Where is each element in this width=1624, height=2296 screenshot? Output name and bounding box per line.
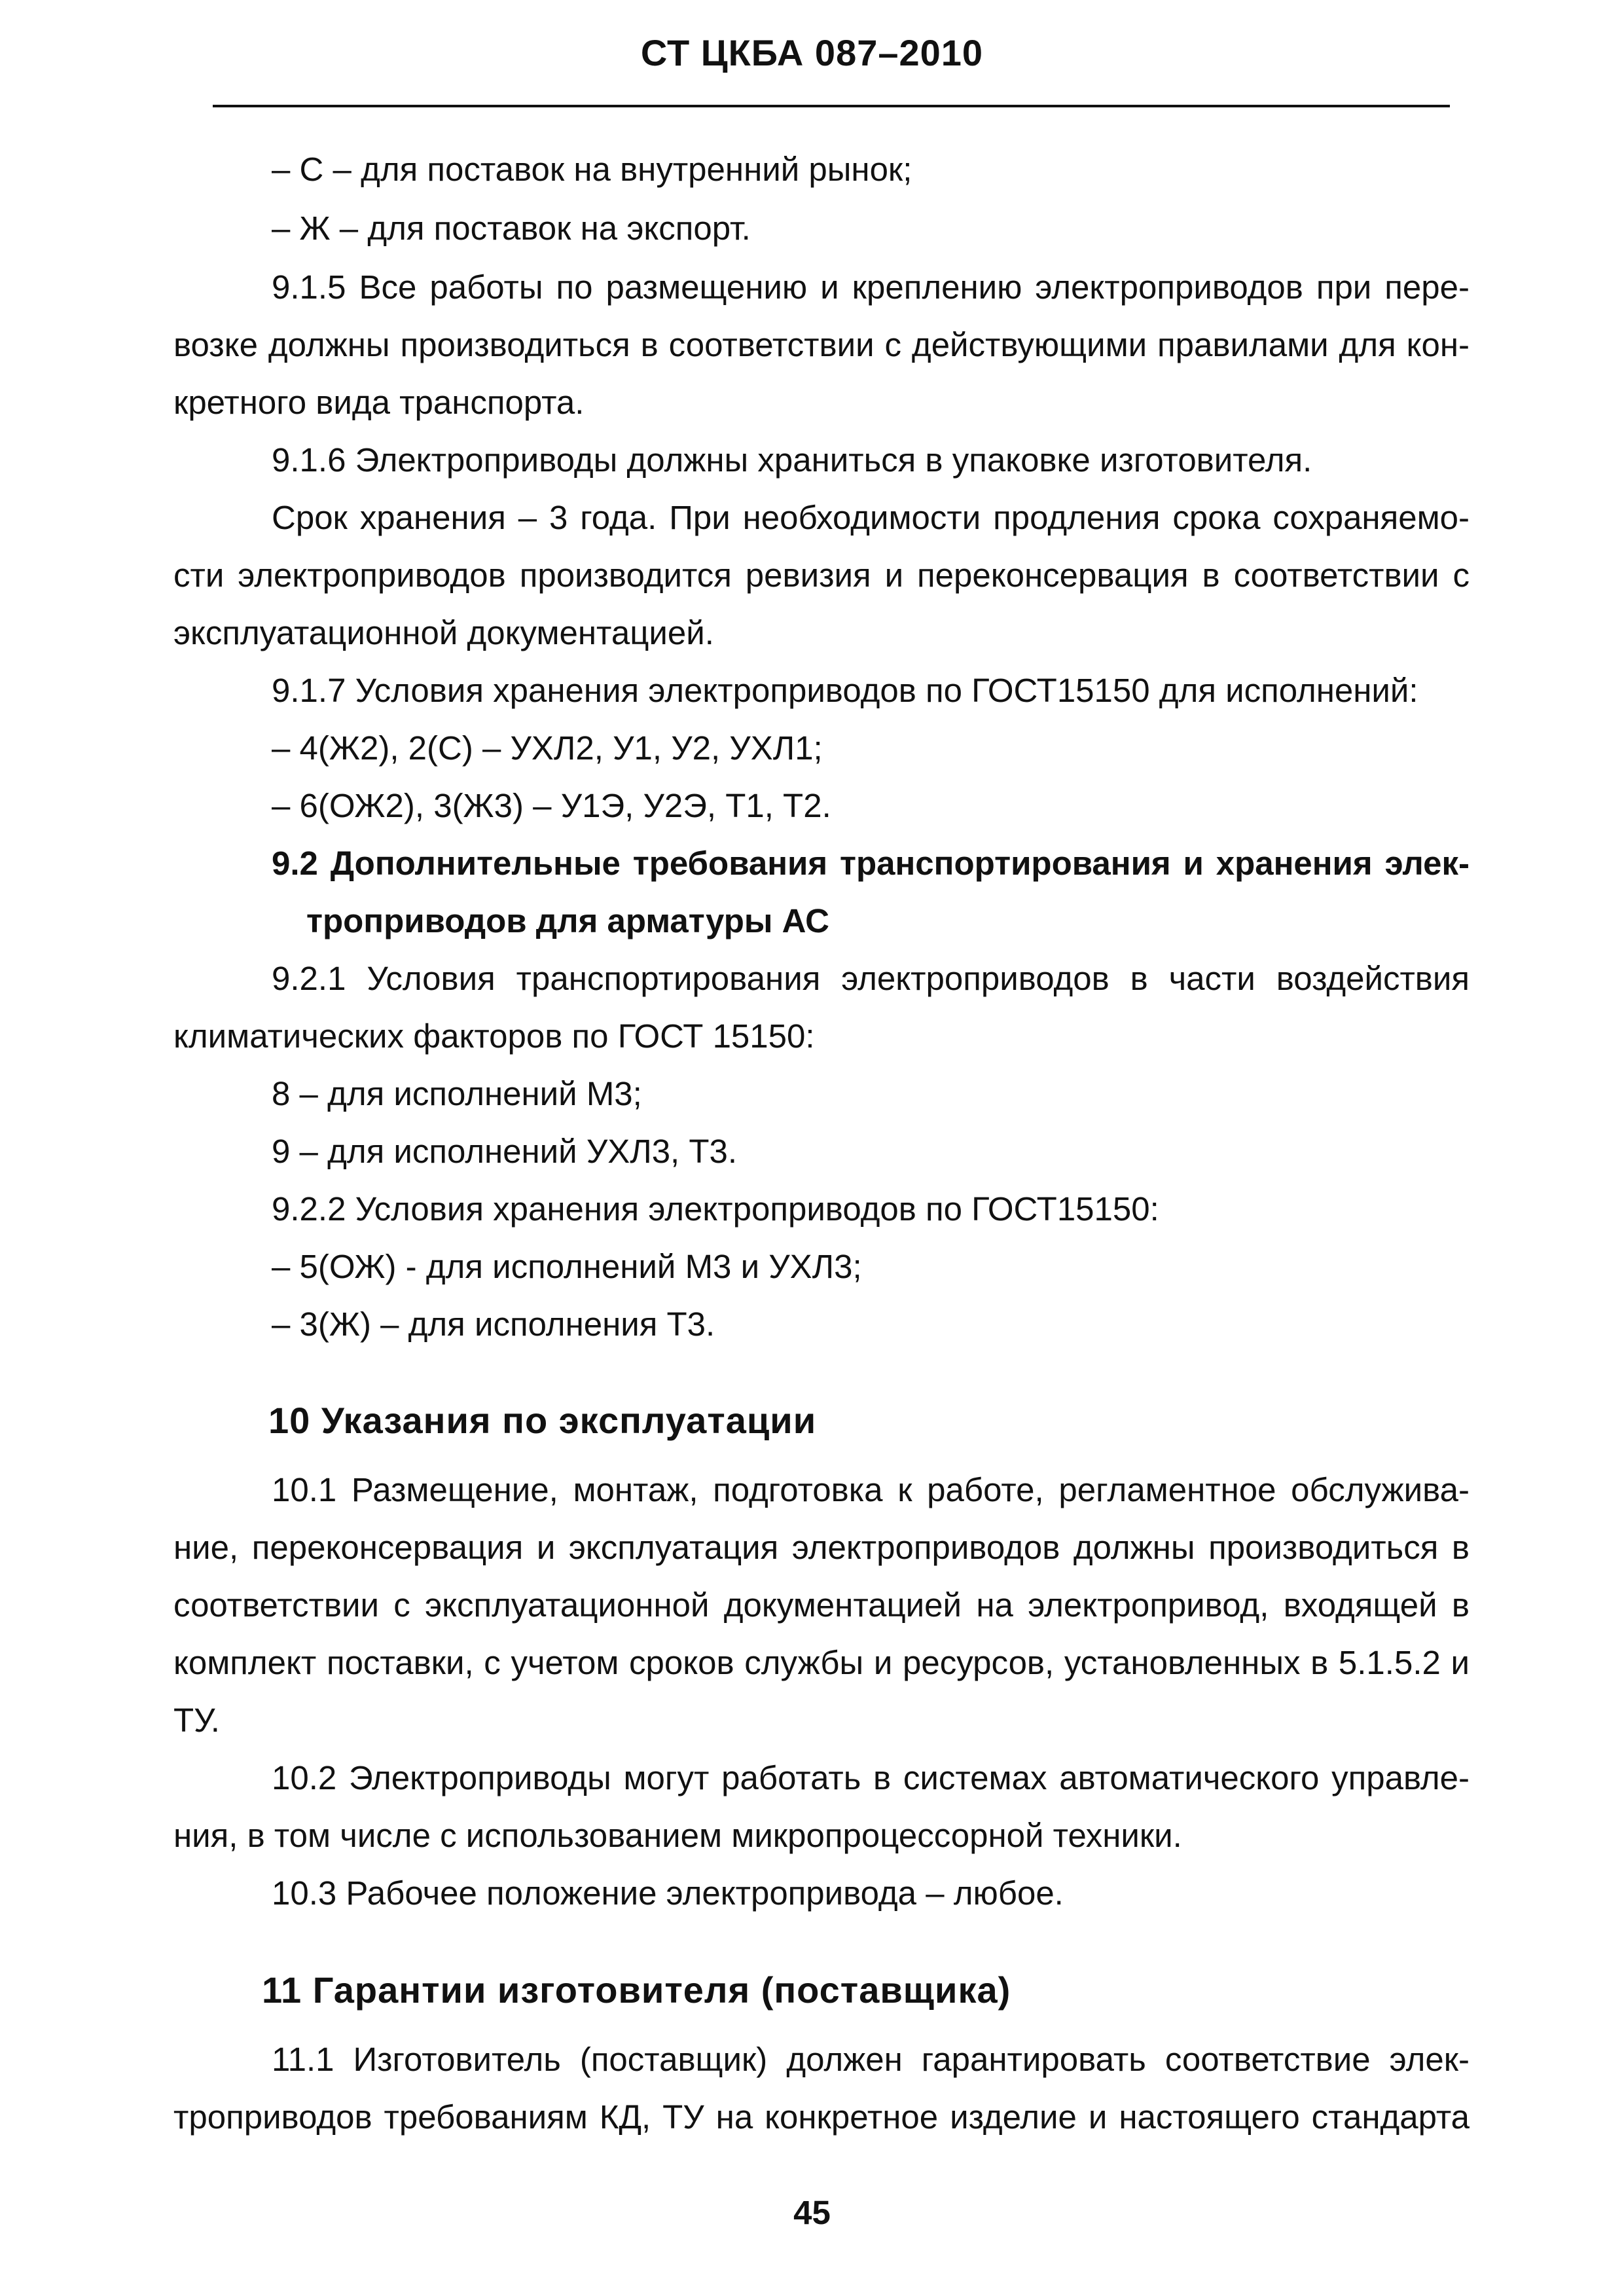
list-item-storage-2: – 6(ОЖ2), 3(Ж3) – У1Э, У2Э, Т1, Т2.	[272, 787, 831, 824]
para-10-1-line-1: 10.1 Размещение, монтаж, подготовка к работе, регламентное обслужива-	[272, 1471, 1470, 1508]
para-9-1-5-line-3: кретного вида транспорта.	[173, 384, 585, 421]
list-item-storage-3: – 3(Ж) – для исполнения Т3.	[272, 1305, 715, 1343]
para-10-1-line-5: ТУ.	[173, 1702, 220, 1739]
list-item-domestic: – С – для поставок на внутренний рынок;	[272, 151, 912, 188]
para-10-1-line-4: комплект поставки, с учетом сроков службы и ресурсов, установленных в 5.1.5.2 и	[173, 1644, 1470, 1681]
para-9-2-2: 9.2.2 Условия хранения электроприводов по ГОСТ15150:	[272, 1190, 1159, 1228]
para-11-1-line-1: 11.1 Изготовитель (поставщик) должен гарантировать соответствие элек-	[272, 2041, 1470, 2078]
para-10-2-line-1: 10.2 Электроприводы могут работать в системах автоматического управле-	[272, 1759, 1470, 1796]
para-10-3: 10.3 Рабочее положение электропривода – любое.	[272, 1874, 1064, 1912]
para-11-1-line-2: троприводов требованиям КД, ТУ на конкретное изделие и настоящего стандарта	[173, 2098, 1470, 2136]
para-10-1-line-2: ние, переконсервация и эксплуатация электроприводов должны производиться в	[173, 1529, 1470, 1566]
section-heading-9-2-line-2: троприводов для арматуры АС	[306, 902, 829, 939]
page-number: 45	[793, 2194, 831, 2231]
section-heading-10: 10 Указания по эксплуатации	[268, 1400, 817, 1441]
para-storage-line-2: сти электроприводов производится ревизия и переконсервация в соответствии с	[173, 556, 1470, 594]
section-heading-11: 11 Гарантии изготовителя (поставщика)	[262, 1969, 1011, 2011]
list-item-storage-1: – 4(Ж2), 2(С) – УХЛ2, У1, У2, УХЛ1;	[272, 729, 823, 767]
list-item-transport-9: 9 – для исполнений УХЛ3, Т3.	[272, 1133, 738, 1170]
para-10-2-line-2: ния, в том числе с использованием микропроцессорной техники.	[173, 1817, 1182, 1854]
para-9-1-6: 9.1.6 Электроприводы должны храниться в упаковке изготовителя.	[272, 441, 1312, 479]
list-item-export: – Ж – для поставок на экспорт.	[272, 210, 751, 247]
para-storage-line-1: Срок хранения – 3 года. При необходимости продления срока сохраняемо-	[272, 499, 1470, 536]
para-9-1-5-line-1: 9.1.5 Все работы по размещению и креплению электроприводов при пере-	[272, 268, 1470, 306]
list-item-transport-8: 8 – для исполнений М3;	[272, 1075, 642, 1112]
para-9-1-7: 9.1.7 Условия хранения электроприводов по ГОСТ15150 для исполнений:	[272, 672, 1418, 709]
para-10-1-line-3: соответствии с эксплуатационной документацией на электропривод, входящей в	[173, 1586, 1470, 1624]
document-header-title: СТ ЦКБА 087–2010	[640, 32, 984, 73]
para-9-2-1-line-2: климатических факторов по ГОСТ 15150:	[173, 1017, 815, 1055]
para-storage-line-3: эксплуатационной документацией.	[173, 614, 714, 651]
para-9-2-1-line-1: 9.2.1 Условия транспортирования электроприводов в части воздействия	[272, 960, 1470, 997]
header-rule	[213, 105, 1450, 107]
section-heading-9-2-line-1: 9.2 Дополнительные требования транспортирования и хранения элек-	[272, 845, 1470, 882]
para-9-1-5-line-2: возке должны производиться в соответствии с действующими правилами для кон-	[173, 326, 1470, 363]
list-item-storage-5: – 5(ОЖ) - для исполнений М3 и УХЛ3;	[272, 1248, 862, 1285]
